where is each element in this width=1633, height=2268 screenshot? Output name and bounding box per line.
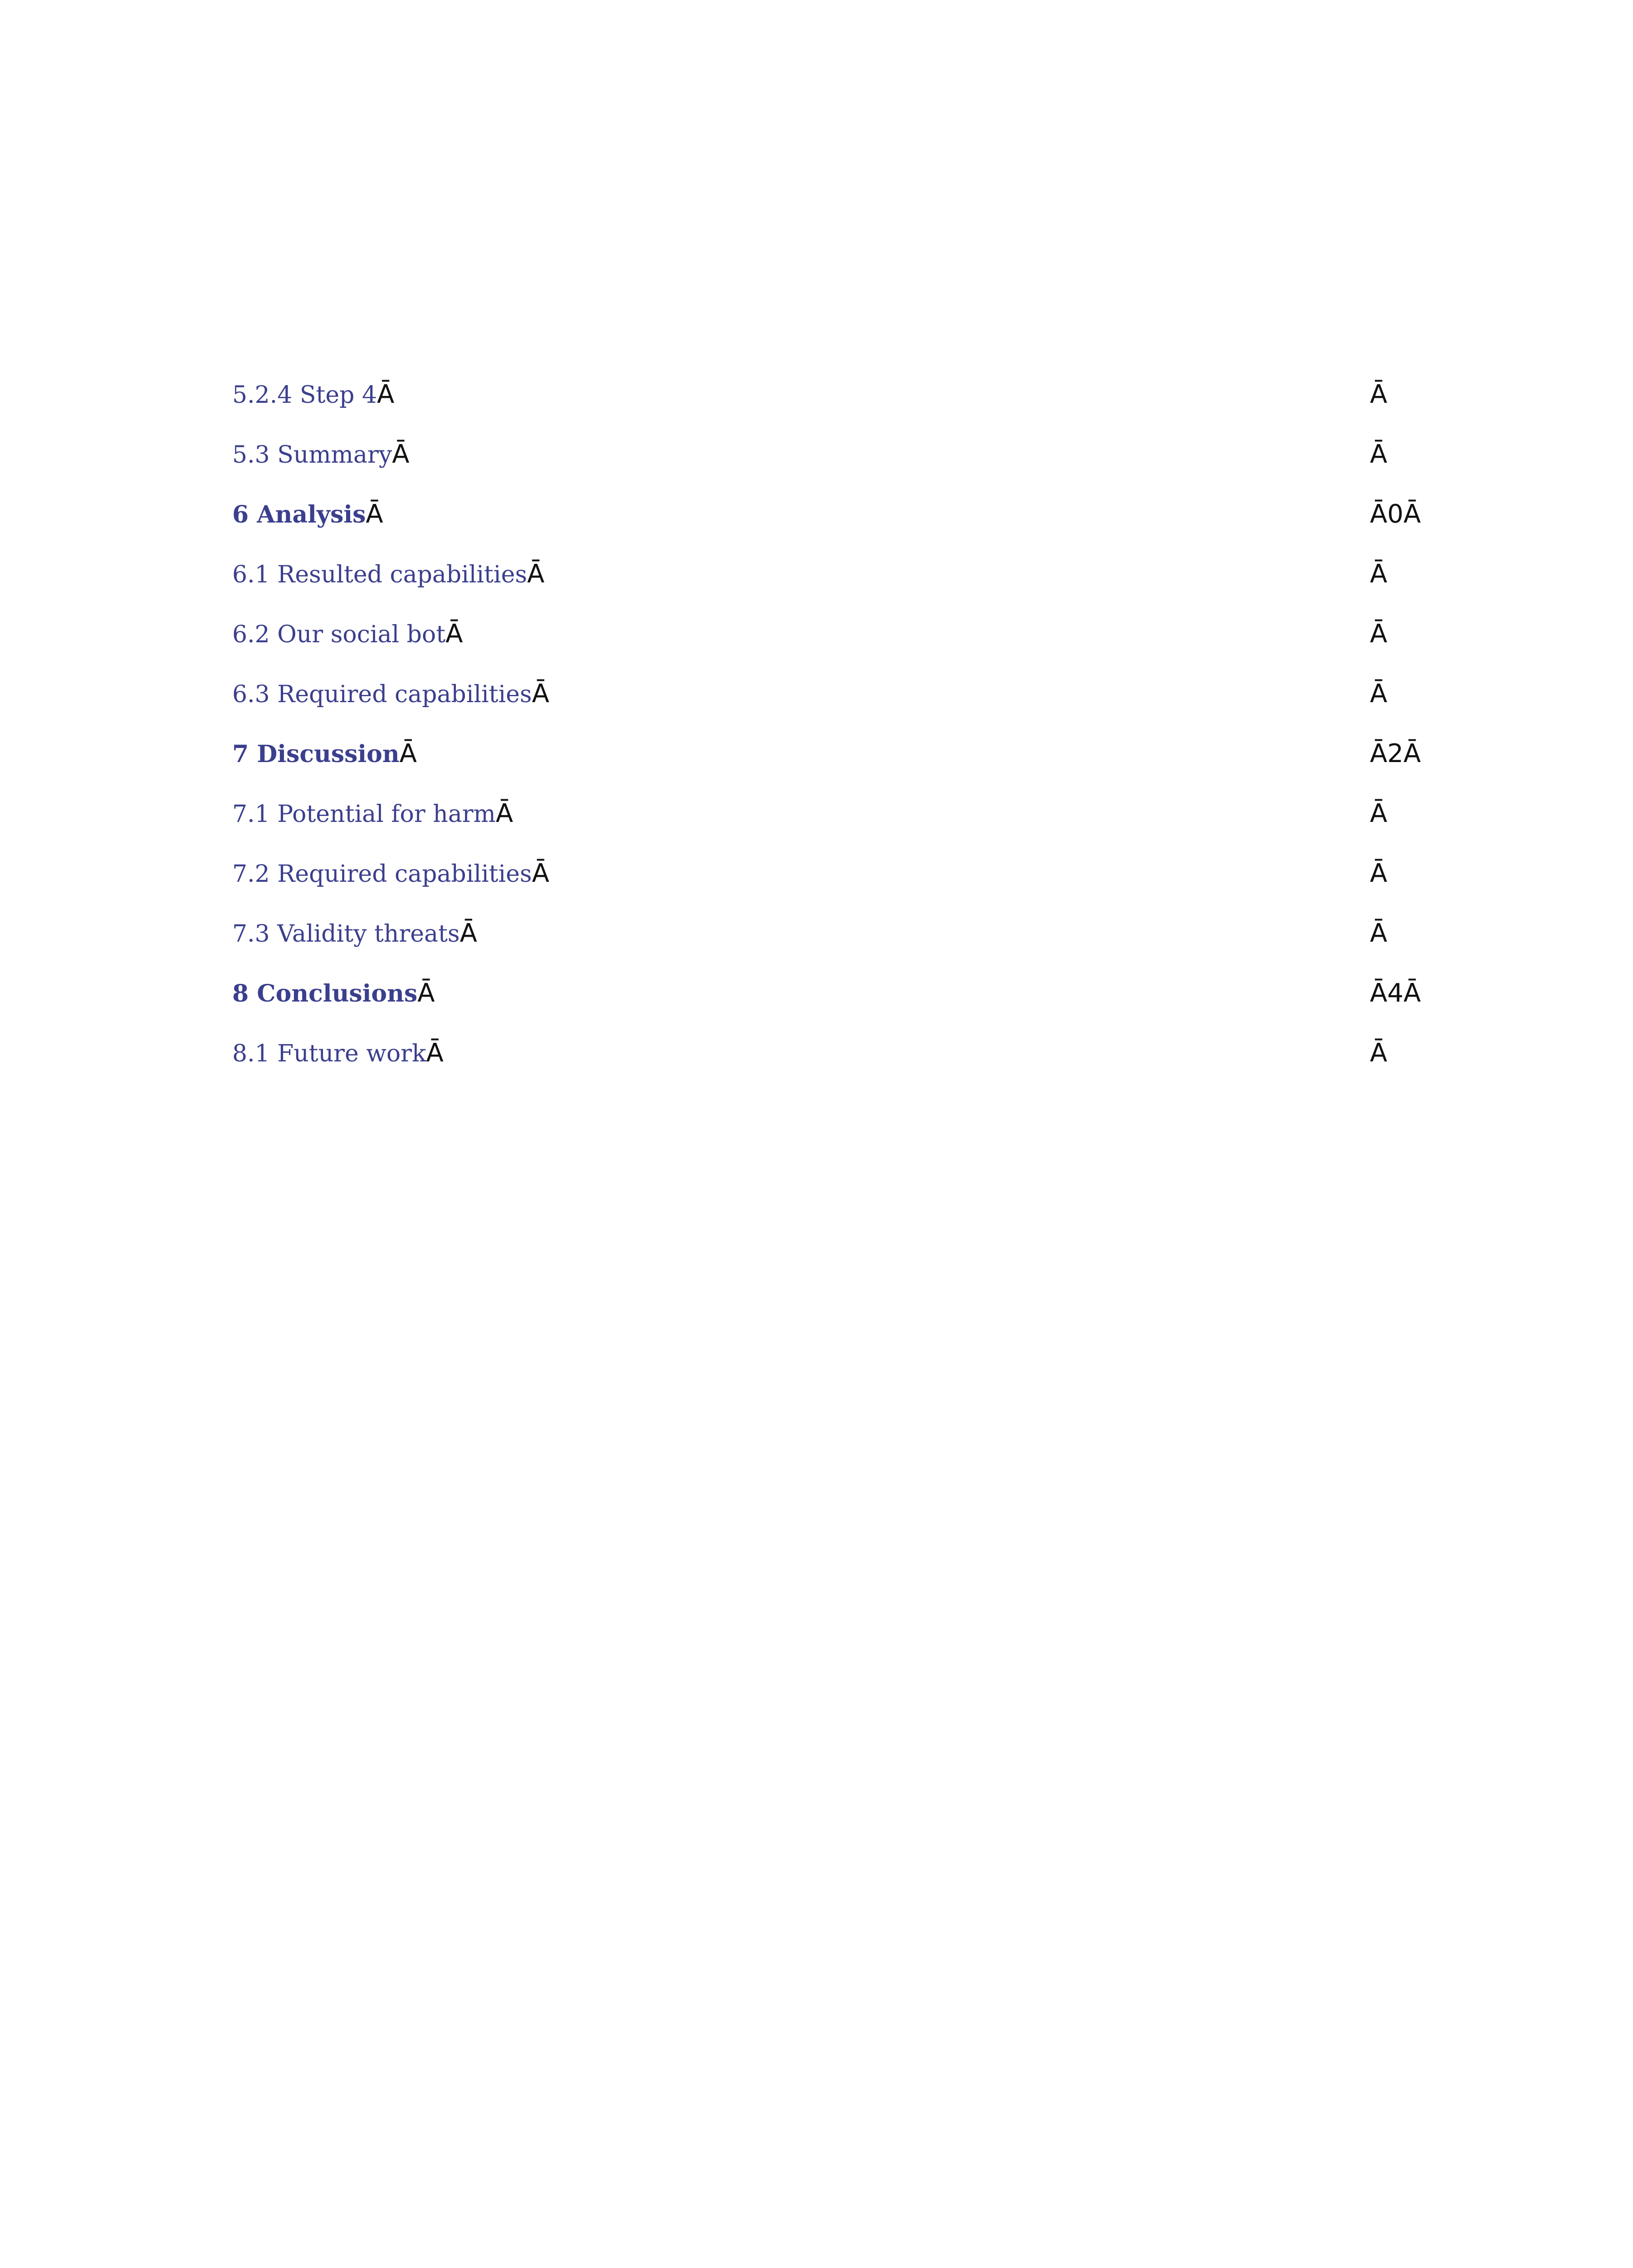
toc-entry-title[interactable]: 7 DiscussionĀ	[232, 739, 417, 768]
toc-entry-page-number: Ā	[1370, 919, 1388, 948]
toc-entry-page-number: Ā0Ā	[1370, 499, 1421, 529]
toc-entry-7-2[interactable]	[0, 856, 1633, 916]
toc-entry-title[interactable]: 8 ConclusionsĀ	[232, 978, 435, 1008]
toc-entry-title[interactable]: 7.1 Potential for harmĀ	[232, 799, 513, 828]
toc-entry-8[interactable]	[0, 976, 1633, 1036]
toc-entry-7-1[interactable]	[0, 797, 1633, 856]
toc-entry-title[interactable]: 5.3 SummaryĀ	[232, 440, 410, 469]
toc-entry-title[interactable]: 6.1 Resulted capabilitiesĀ	[232, 559, 545, 589]
toc-entry-7-3[interactable]	[0, 916, 1633, 976]
toc-entry-6-3[interactable]	[0, 677, 1633, 737]
toc-entry-page-number: Ā4Ā	[1370, 978, 1421, 1008]
toc-entry-title[interactable]: 6 AnalysisĀ	[232, 499, 383, 529]
toc-entry-page-number: Ā	[1370, 380, 1388, 409]
toc-entry-7[interactable]	[0, 737, 1633, 797]
toc-entry-6-2[interactable]	[0, 617, 1633, 677]
toc-entry-page-number: Ā	[1370, 559, 1388, 589]
toc-entry-title[interactable]: 6.3 Required capabilitiesĀ	[232, 679, 549, 709]
toc-entry-title[interactable]: 8.1 Future workĀ	[232, 1038, 444, 1068]
toc-entry-title[interactable]: 7.2 Required capabilitiesĀ	[232, 859, 549, 888]
toc-entry-page-number: Ā	[1370, 859, 1388, 888]
toc-entry-page-number: Ā	[1370, 679, 1388, 709]
toc-entry-page-number: Ā	[1370, 440, 1388, 469]
toc-entry-6[interactable]	[0, 497, 1633, 557]
toc-entry-page-number: Ā	[1370, 1038, 1388, 1068]
toc-entry-page-number: Ā	[1370, 799, 1388, 828]
toc-entry-title[interactable]: 6.2 Our social botĀ	[232, 619, 463, 649]
toc-entry-6-1[interactable]	[0, 557, 1633, 617]
toc-entry-title[interactable]: 7.3 Validity threatsĀ	[232, 919, 477, 948]
toc-entry-title[interactable]: 5.2.4 Step 4Ā	[232, 380, 395, 409]
toc-entry-5-2-4[interactable]	[0, 377, 1633, 437]
toc-entry-page-number: Ā	[1370, 619, 1388, 649]
toc-entry-page-number: Ā2Ā	[1370, 739, 1421, 768]
toc-entry-8-1[interactable]	[0, 1036, 1633, 1096]
toc-entry-5-3[interactable]	[0, 437, 1633, 497]
